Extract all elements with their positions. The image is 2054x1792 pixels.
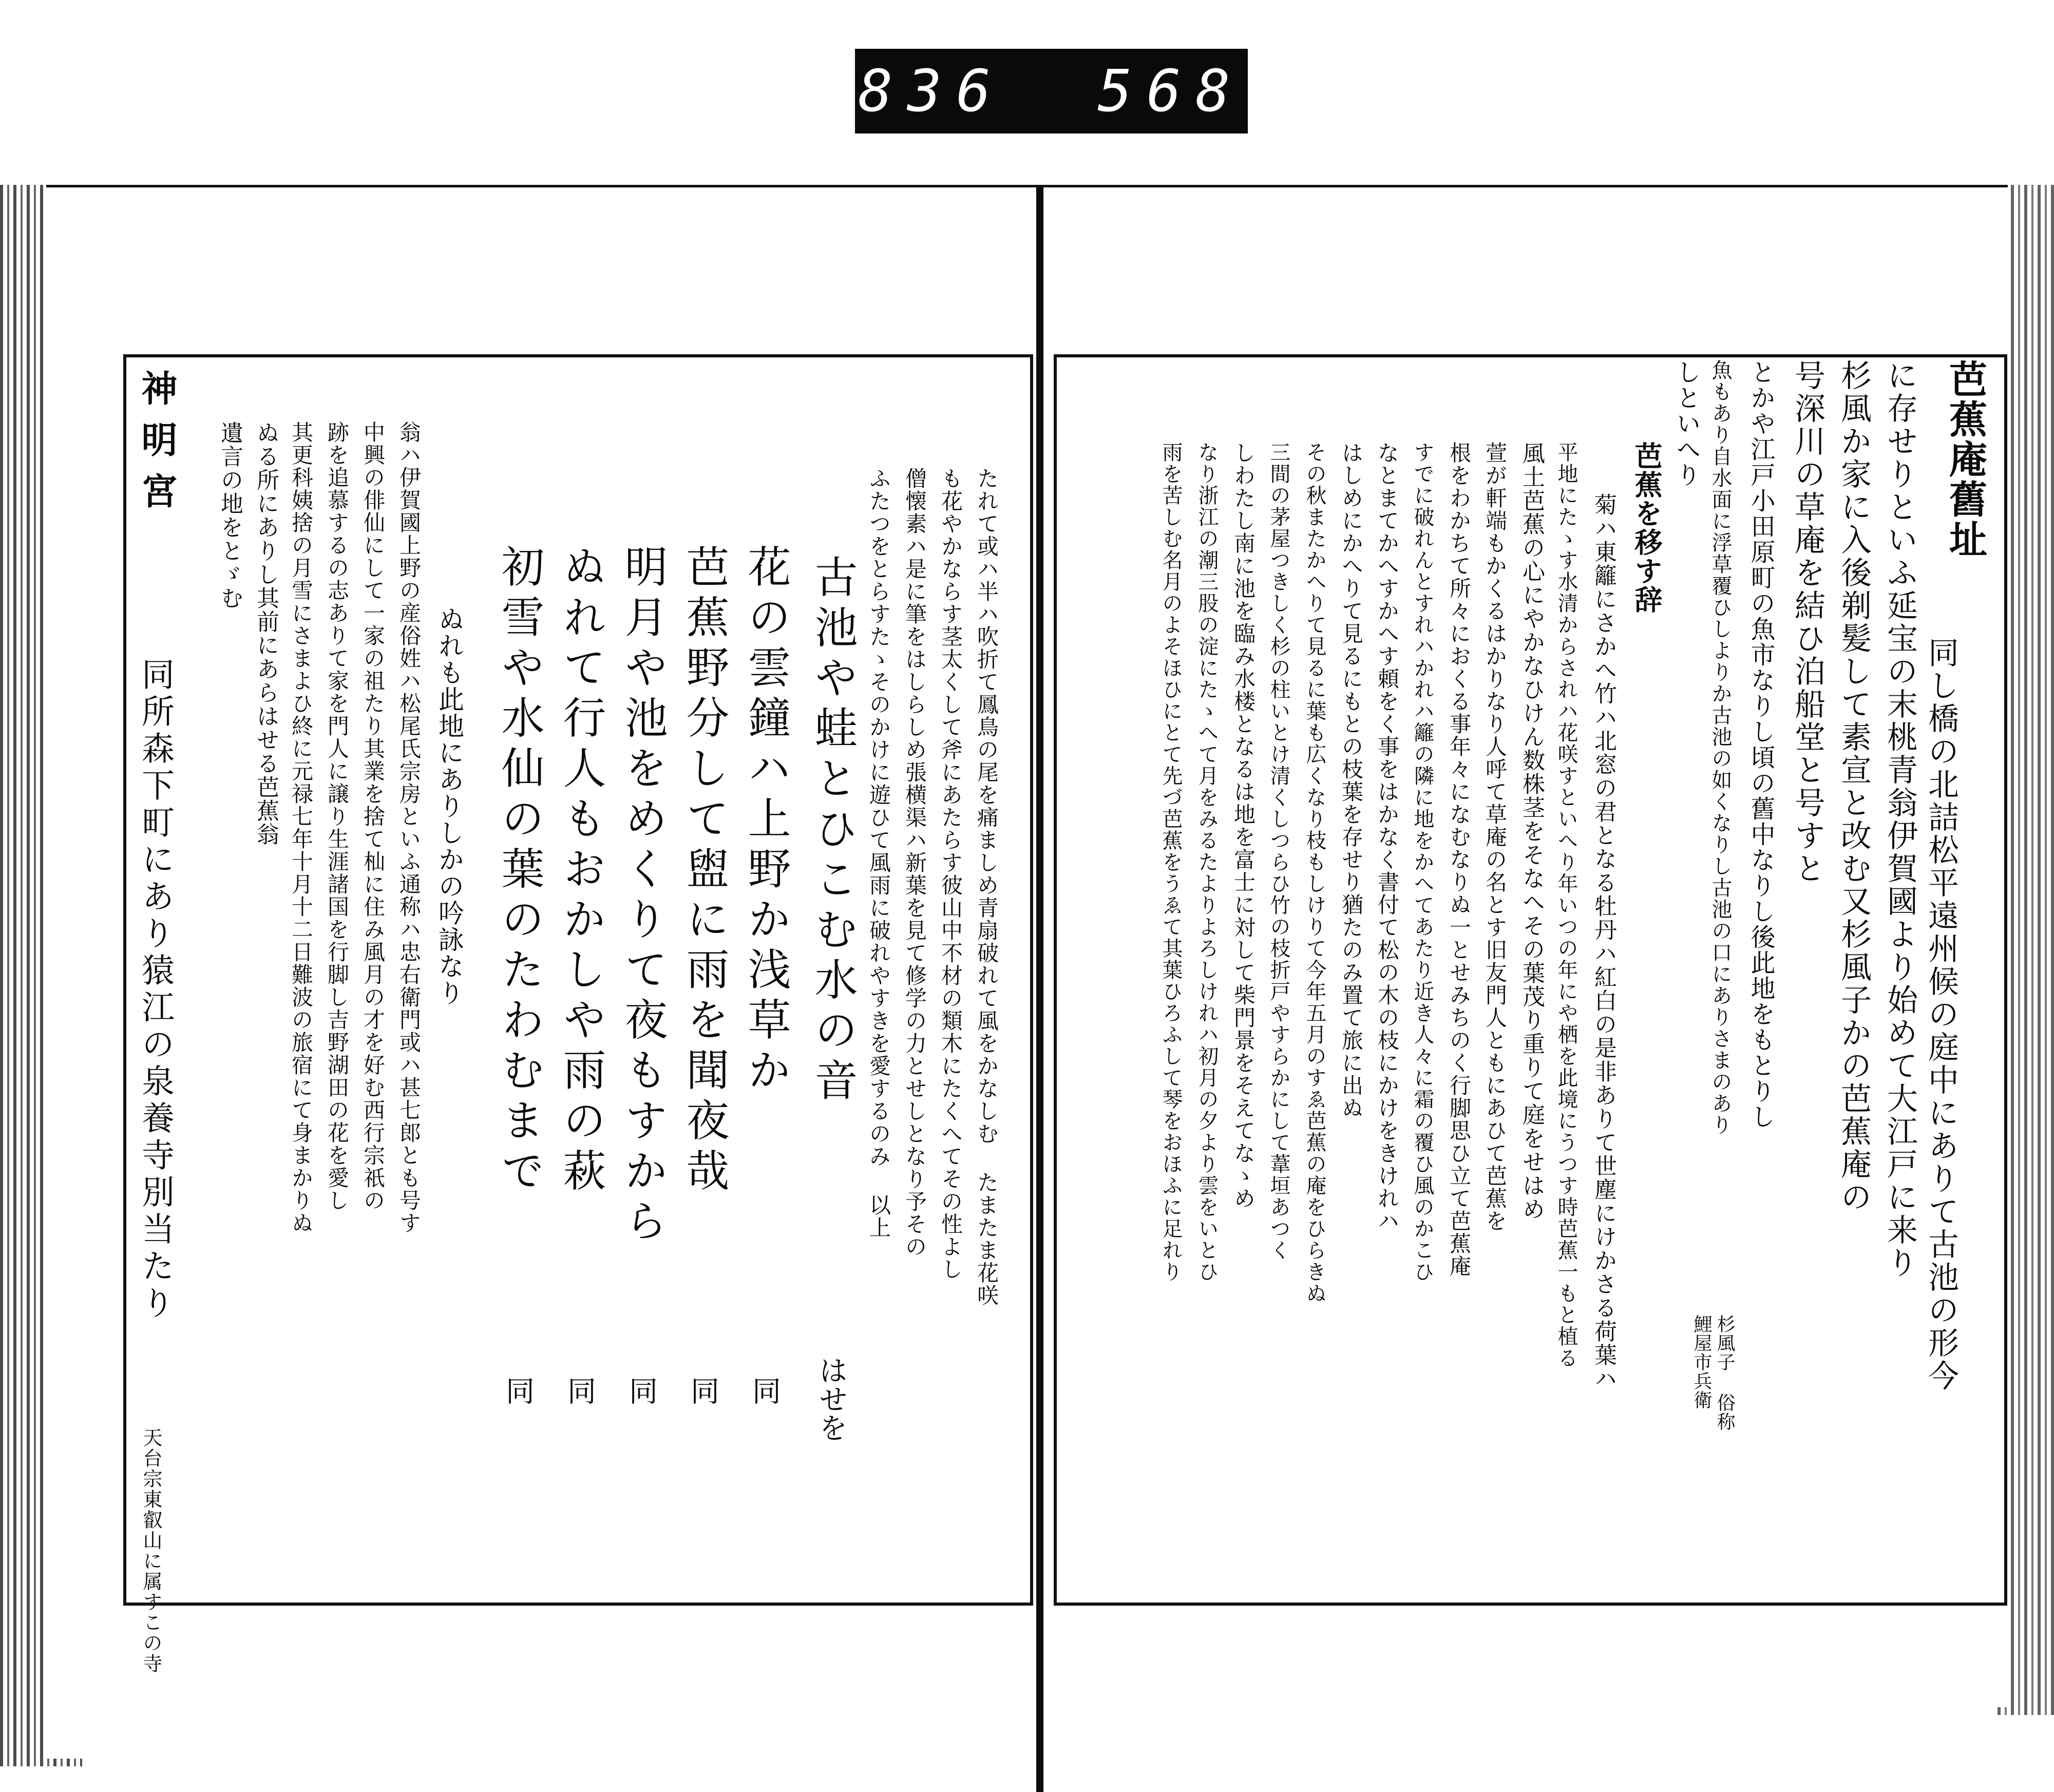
haiku-author: 同 xyxy=(563,1376,596,1405)
essay-line: 風土芭蕉の心にやかなひけん数株茎をそなへその葉茂り重りて庭をせはめ xyxy=(1518,442,1545,1221)
intro-line: 魚もあり自水面に浮草覆ひしよりか古池の如くなりし古池の口にありさまのあり xyxy=(1708,359,1732,1136)
essay-line: しわたし南に池を臨み水楼となるは地を富士に対して柴門景をそえてなゝめ xyxy=(1231,442,1256,1210)
essay-line: 萱が軒端もかくるはかりなり人呼て草庵の名とす旧友門人ともにあひて芭蕉を xyxy=(1482,442,1508,1232)
intro-line: とかや江戸小田原町の魚市なりし頃の舊中なりし後此地をもとりし xyxy=(1746,359,1775,1130)
essay-line: すでに破れんとすれハかれハ籬の隣に地をかへてあたり近き人々に霜の覆ひ風のかこひ xyxy=(1411,442,1434,1283)
essay-line: その秋またかへりて見るに葉も広くなり枝もしけりて今年五月のすゑ芭蕉の庵をひらきぬ xyxy=(1303,442,1326,1304)
haiku-author: はせを xyxy=(814,1356,848,1442)
haiku-verse: 明月や池をめくりて夜もすから xyxy=(618,544,668,1249)
essay-line: 菊ハ東籬にさかへ竹ハ北窓の君となる牡丹ハ紅白の是非ありて世塵にけかさる荷葉ハ xyxy=(1590,493,1616,1390)
haiku-verse: 花の雲鐘ハ上野か浅草か xyxy=(741,544,791,1098)
bio-line: 中興の俳仙にして一家の祖たり其業を捨て杣に住み風月の才を好む西行宗祇の xyxy=(360,421,386,1212)
intro-line: 号深川の草庵を結ひ泊船堂と号すと xyxy=(1790,359,1825,885)
essay-continued-line: ふたつをとらすたゝそのかけに遊ひて風雨に破れやすきを愛するのみ 以上 xyxy=(866,467,891,1239)
essay-line: なり浙江の潮三股の淀にたゝへて月をみるたよりよろしけれハ初月の夕より雲をいとひ xyxy=(1195,442,1219,1283)
intro-line: に存せりといふ延宝の末桃青翁伊賀國より始めて大江戸に来り xyxy=(1882,359,1918,1280)
essay-continued-line: たれて或ハ半ハ吹折て鳳鳥の尾を痛ましめ青扇破れて風をかなしむ たまたま花咲 xyxy=(974,467,999,1307)
essay-continued-line: も花やかならす茎太くして斧にあたらす彼山中不材の類木にたくへてその性よし xyxy=(938,467,963,1281)
haiku-verse: ぬれて行人もおかしや雨の萩 xyxy=(556,544,606,1198)
intro-line: 杉風か家に入後剃髪して素宣と改む又杉風子かの芭蕉庵の xyxy=(1836,359,1872,1214)
haiku-author: 同 xyxy=(624,1376,658,1405)
bio-line: 遺言の地をとゞむ xyxy=(217,421,243,610)
sub-heading: 芭蕉を移す辞 xyxy=(1630,442,1663,614)
haiku-verse: 古池や蛙とひこむ水の音 xyxy=(808,555,858,1108)
intro-line: しといへり xyxy=(1672,359,1701,488)
page-heading: 芭蕉庵舊址 xyxy=(1943,359,1987,560)
essay-line: はしめにかへりて見るにもとの枝葉を存せり猶たのみ置て旅に出ぬ xyxy=(1339,442,1364,1119)
haiku-author: 同 xyxy=(501,1376,535,1405)
annotation-koiya: 鯉屋市兵衛 xyxy=(1691,1314,1712,1409)
bio-line: ぬる所にありし其前にあらはせる芭蕉翁 xyxy=(253,421,279,846)
book-gutter xyxy=(1036,187,1043,1792)
essay-line: 平地にたゝす水清からされハ花咲すといへり年いつの年にや栖を此境にうつす時芭蕉一もと植る xyxy=(1554,442,1578,1369)
bio-line: 跡を追慕するの志ありて家を門人に譲り生涯諸国を行脚し吉野湖田の花を愛し xyxy=(325,421,350,1212)
haiku-author: 同 xyxy=(748,1376,781,1405)
haiku-author: 同 xyxy=(686,1376,719,1405)
essay-continued-line: 僧懐素ハ是に筆をはしらしめ張横渠ハ新葉を見て修学の力とせしとなり予その xyxy=(902,467,927,1258)
essay-line: 三間の茅屋つきしく杉の柱いとけ清くしつらひ竹の枝折戸やすらかにして葦垣あつく xyxy=(1267,442,1290,1261)
intro-line: 同し橋の北詰松平遠州候の庭中にありて古池の形今 xyxy=(1923,637,1959,1393)
shinmei-line: 天台宗東叡山に属すこの寺 xyxy=(140,1427,162,1674)
essay-line: なとまてかへすかへす頼をく事をはかなく書付て松の木の枝にかけをきけれハ xyxy=(1375,442,1400,1232)
bio-line: 翁ハ伊賀國上野の産俗姓ハ松尾氏宗房といふ通称ハ忠右衛門或ハ甚七郎とも号す xyxy=(396,421,422,1234)
catalog-label xyxy=(855,49,1248,134)
bio-line: ぬれも此地にありしかの吟詠なり xyxy=(434,606,464,1006)
annotation-sugiyama: 杉風子 俗称 xyxy=(1714,1314,1735,1431)
shinmei-line: 同所森下町にあり猿江の泉養寺別当たり xyxy=(136,657,174,1323)
essay-line: 雨を苦しむ名月のよそほひにとて先づ芭蕉をうゑて其葉ひろふして琴をおほふに足れり xyxy=(1159,442,1183,1283)
haiku-verse: 芭蕉野分して盥に雨を聞夜哉 xyxy=(679,544,730,1198)
bio-line: 其更科姨捨の月雪にさまよひ終に元禄七年十月十二日難波の旅宿にて身まかりぬ xyxy=(289,421,314,1234)
catalog-number-left: 836 xyxy=(858,58,1005,125)
catalog-number-right: 568 xyxy=(1097,58,1245,125)
haiku-verse: 初雪や水仙の葉のたわむまで xyxy=(495,544,545,1198)
shinmei-shrine-title: 神明宮 xyxy=(136,370,178,524)
essay-line: 根をわかちて所々におくる事年々になむなりぬ一とせみちのく行脚思ひ立て芭蕉庵 xyxy=(1447,442,1472,1278)
